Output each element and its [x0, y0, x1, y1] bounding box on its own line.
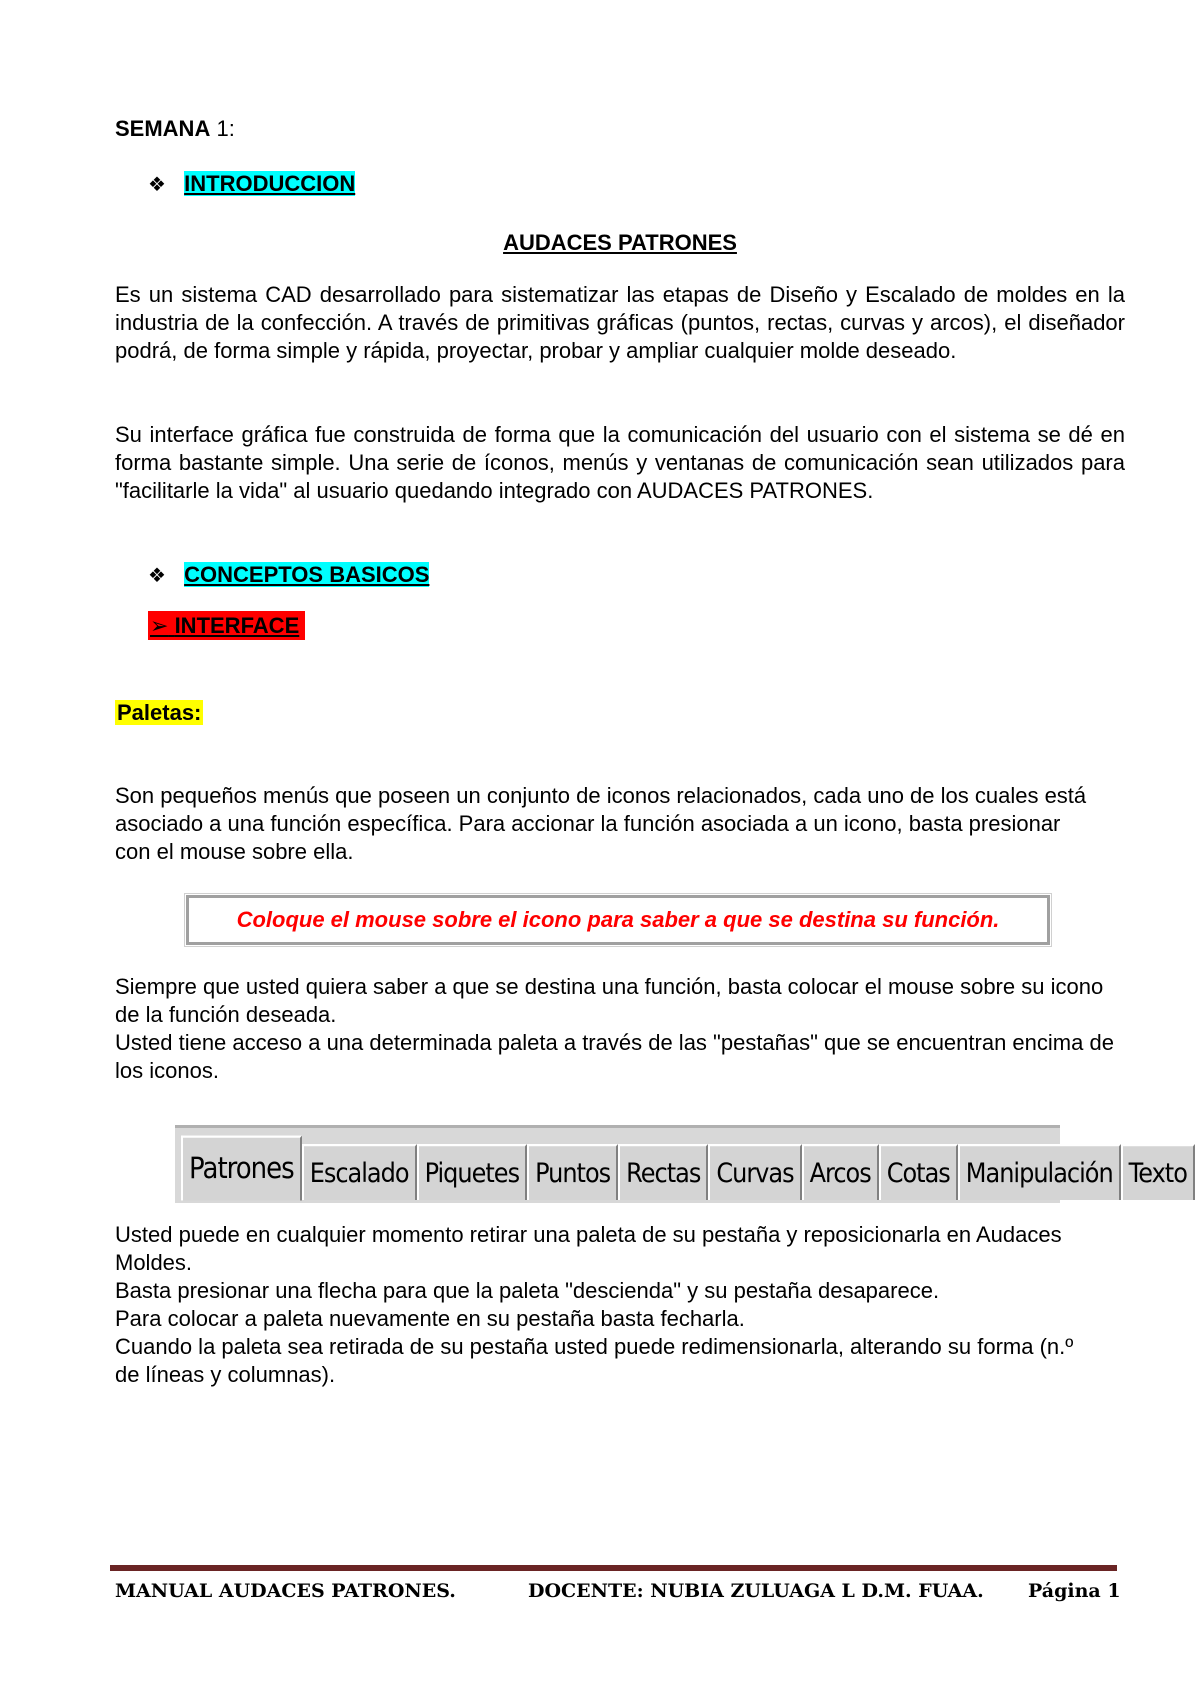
section-introduccion [148, 171, 355, 197]
intro-text-1: Es un sistema CAD desarrollado para sistematizar las etapas de Diseño y Escalado de moldes en la industria de la confección. A través de primitivas gráficas (puntos, rectas, curvas y arcos), el diseñador podrá, de forma simple y rápida, proyectar, probar y ampliar cualquier molde deseado. [115, 282, 1125, 363]
arrow-bullet-icon: ➢ [150, 613, 169, 638]
week-heading [115, 116, 235, 142]
week-number: 1: [216, 116, 235, 141]
section-title-interface: INTERFACE [174, 613, 300, 638]
intro-paragraph-1 [115, 281, 1125, 365]
tab-piquetes[interactable]: Piquetes [417, 1144, 528, 1200]
tab-manipulacion[interactable]: Manipulación [958, 1144, 1121, 1200]
tab-arcos[interactable]: Arcos [802, 1144, 879, 1200]
tab-rectas[interactable]: Rectas [618, 1144, 708, 1200]
footer-docente: DOCENTE: NUBIA ZULUAGA L D.M. FUAA. [528, 1580, 984, 1602]
section-title-introduccion: INTRODUCCION [184, 171, 356, 196]
diamond-bullet-icon: ❖ [148, 565, 166, 587]
footer-page-number: Página 1 [1028, 1580, 1121, 1602]
paletas-heading-text: Paletas: [117, 700, 202, 725]
after-notice-paragraph-1: Siempre que usted quiera saber a que se destina una función, basta colocar el mouse sobre su icono de la función deseada. [115, 974, 1104, 1027]
closing-paragraph-2: Basta presionar una flecha para que la paleta "descienda" y su pestaña desaparece. [115, 1278, 940, 1303]
section-interface [148, 613, 305, 639]
footer-rule [110, 1565, 1117, 1571]
closing-paragraph-4: Cuando la paleta sea retirada de su pestaña usted puede redimensionarla, alterando su forma (n.º de líneas y columnas). [115, 1334, 1074, 1387]
closing-paragraph-3: Para colocar a paleta nuevamente en su pestaña basta fecharla. [115, 1306, 745, 1331]
diamond-bullet-icon: ❖ [148, 174, 166, 196]
paletas-paragraph: Son pequeños menús que poseen un conjunto de iconos relacionados, cada uno de los cuales está asociado a una función específica. Para accionar la función asociada a un icono, basta presionar con el mouse sobre ella. [115, 783, 1087, 864]
tab-escalado[interactable]: Escalado [302, 1144, 417, 1200]
paletas-heading [115, 700, 203, 726]
section-interface-highlight [148, 611, 305, 640]
tab-texto[interactable]: Texto [1121, 1144, 1195, 1200]
tab-patrones[interactable]: Patrones [181, 1136, 302, 1201]
section-conceptos-basicos [148, 562, 429, 588]
tab-cotas[interactable]: Cotas [879, 1144, 958, 1200]
intro-paragraph-2 [115, 421, 1125, 505]
tab-puntos[interactable]: Puntos [527, 1144, 618, 1200]
closing-paragraph-1: Usted puede en cualquier momento retirar una paleta de su pestaña y reposicionarla en Audaces Moldes. [115, 1222, 1062, 1275]
footer-manual-title: MANUAL AUDACES PATRONES. [115, 1580, 456, 1602]
week-label: SEMANA [115, 116, 211, 141]
after-notice-paragraph-2: Usted tiene acceso a una determinada paleta a través de las "pestañas" que se encuentran encima de los iconos. [115, 1030, 1114, 1083]
main-title: AUDACES PATRONES [503, 230, 737, 255]
notice-box: Coloque el mouse sobre el icono para saber a que se destina su función. [186, 895, 1050, 945]
palette-tab-bar [175, 1125, 1187, 1203]
section-title-conceptos: CONCEPTOS BASICOS [184, 562, 430, 587]
tab-curvas[interactable]: Curvas [708, 1144, 801, 1200]
intro-text-2: Su interface gráfica fue construida de forma que la comunicación del usuario con el sistema se dé en forma bastante simple. Una serie de íconos, menús y ventanas de comunicación sean utilizados para "facilitarle la vida" al usuario quedando integrado con AUDACES PATRONES. [115, 422, 1125, 503]
